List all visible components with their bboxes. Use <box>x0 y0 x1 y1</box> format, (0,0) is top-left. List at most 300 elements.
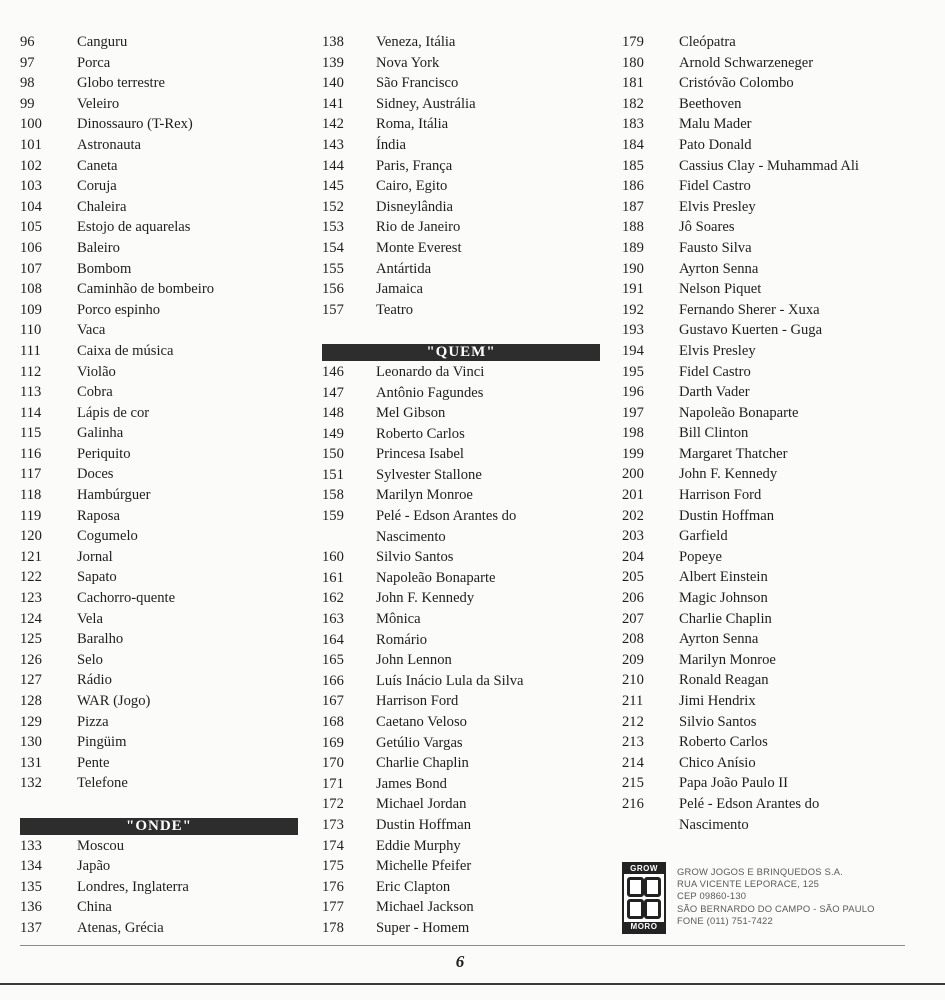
list-item <box>622 670 922 691</box>
item-label: Marilyn Monroe <box>679 651 776 668</box>
item-number: 203 <box>622 528 644 545</box>
list-item <box>322 856 600 877</box>
item-number: 110 <box>20 322 42 339</box>
item-label: Cleópatra <box>679 34 736 50</box>
item-number: 137 <box>20 919 42 936</box>
item-label: John F. Kennedy <box>679 466 778 483</box>
item-label: Harrison Ford <box>376 693 459 710</box>
item-label: Elvis Presley <box>679 342 756 359</box>
item-label: Napoleão Bonaparte <box>376 569 496 586</box>
footer-divider <box>20 945 905 946</box>
item-number: 152 <box>322 198 344 215</box>
list-item <box>20 567 298 588</box>
item-label: Eric Clapton <box>376 878 451 895</box>
list-item <box>622 629 922 650</box>
item-number: 117 <box>20 466 42 483</box>
item-number: 213 <box>622 734 644 751</box>
item-label: Estojo de aquarelas <box>77 219 191 236</box>
item-label: Darth Vader <box>679 384 750 401</box>
list-item <box>622 382 922 403</box>
list-item <box>322 691 600 712</box>
list-item <box>20 918 298 939</box>
list-item <box>20 217 298 238</box>
list-item <box>20 506 298 527</box>
item-number: 180 <box>622 54 644 71</box>
list-item <box>20 485 298 506</box>
item-number: 114 <box>20 404 42 421</box>
list-item <box>322 259 600 280</box>
list-item <box>322 156 600 177</box>
item-number: 209 <box>622 651 644 668</box>
item-label: Albert Einstein <box>679 569 768 586</box>
item-label: Lápis de cor <box>77 404 150 421</box>
item-number: 145 <box>322 178 344 195</box>
item-label: Michelle Pfeifer <box>376 858 472 875</box>
item-number: 97 <box>20 54 35 71</box>
list-item <box>622 423 922 444</box>
item-number: 206 <box>622 590 644 607</box>
list-item <box>622 279 922 300</box>
item-label: Napoleão Bonaparte <box>679 404 799 421</box>
list-item <box>20 300 298 321</box>
item-label: Sylvester Stallone <box>376 466 482 483</box>
item-label: Popeye <box>679 548 722 565</box>
item-label: Antônio Fagundes <box>376 384 484 401</box>
list-item <box>622 753 922 774</box>
item-number: 212 <box>622 713 644 730</box>
item-label: Leonardo da Vinci <box>376 363 485 380</box>
item-number: 150 <box>322 446 344 463</box>
item-number: 125 <box>20 631 42 648</box>
item-number: 164 <box>322 631 344 648</box>
logo-bottom-text: MORO <box>624 922 664 932</box>
list-item <box>20 403 298 424</box>
item-label: Ayrton Senna <box>679 260 759 277</box>
address-line: RUA VICENTE LEPORACE, 125 <box>677 878 820 890</box>
item-number: 130 <box>20 734 42 751</box>
item-number: 107 <box>20 260 42 277</box>
list-item <box>322 403 600 424</box>
section-header: "ONDE" <box>20 818 298 835</box>
item-label: Arnold Schwarzeneger <box>679 54 814 71</box>
item-label: Rádio <box>77 672 112 689</box>
item-number: 134 <box>20 858 42 875</box>
item-number: 200 <box>622 466 644 483</box>
list-item <box>622 773 922 794</box>
item-number: 216 <box>622 795 644 812</box>
item-label: Porca <box>77 54 111 71</box>
item-label: Mel Gibson <box>376 405 446 422</box>
item-label: Veneza, Itália <box>376 34 456 50</box>
item-number: 127 <box>20 672 42 689</box>
item-label: Roma, Itália <box>376 116 449 133</box>
item-number: 99 <box>20 95 35 112</box>
item-number: 176 <box>322 878 344 895</box>
list-item <box>322 671 600 692</box>
item-label: Caixa de música <box>77 342 174 359</box>
item-label: Cobra <box>77 384 113 401</box>
list-item <box>322 630 600 651</box>
item-number: 148 <box>322 405 344 422</box>
item-label: Beethoven <box>679 95 742 112</box>
item-number: 155 <box>322 260 344 277</box>
item-label: Super - Homem <box>376 919 470 936</box>
item-number: 196 <box>622 384 644 401</box>
item-label: Silvio Santos <box>679 713 757 730</box>
item-label: Silvio Santos <box>376 549 454 566</box>
item-number: 151 <box>322 466 344 483</box>
item-label: Pente <box>77 754 110 771</box>
list-item <box>622 650 922 671</box>
list-item <box>622 341 922 362</box>
list-item <box>322 383 600 404</box>
item-number: 178 <box>322 919 344 936</box>
column-1 <box>20 32 298 939</box>
item-number <box>322 527 376 548</box>
list-item <box>322 506 600 527</box>
list-item <box>622 526 922 547</box>
item-number: 154 <box>322 239 344 256</box>
list-item <box>622 135 922 156</box>
list-item <box>622 485 922 506</box>
item-number: 119 <box>20 507 42 524</box>
list-item <box>622 609 922 630</box>
item-number: 214 <box>622 754 644 771</box>
list-item <box>622 197 922 218</box>
section-gap <box>322 320 600 341</box>
item-label: Eddie Murphy <box>376 837 461 854</box>
item-number: 113 <box>20 384 42 401</box>
list-item <box>622 403 922 424</box>
item-number: 118 <box>20 487 42 504</box>
item-label: Jimi Hendrix <box>679 693 756 709</box>
item-number: 128 <box>20 693 42 709</box>
item-label: Canguru <box>77 34 128 50</box>
item-label: Nascimento <box>376 528 446 545</box>
item-label: Cogumelo <box>77 528 138 545</box>
item-label: Disneylândia <box>376 198 454 215</box>
item-label: Roberto Carlos <box>679 734 768 751</box>
item-label: Chaleira <box>77 198 127 215</box>
item-number: 146 <box>322 363 344 380</box>
item-label: Pelé - Edson Arantes do <box>376 508 517 525</box>
item-label: Elvis Presley <box>679 198 756 215</box>
item-number: 184 <box>622 136 644 153</box>
item-label: Fidel Castro <box>679 178 751 195</box>
list-item <box>622 300 922 321</box>
list-item <box>322 918 600 939</box>
company-info <box>622 862 922 937</box>
item-label: Nova York <box>376 54 440 71</box>
item-label: Roberto Carlos <box>376 425 465 442</box>
list-item <box>20 197 298 218</box>
item-number: 165 <box>322 652 344 669</box>
list-item <box>20 773 298 794</box>
item-label: Cristóvão Colombo <box>679 75 794 92</box>
item-label: Getúlio Vargas <box>376 734 463 751</box>
item-label: Coruja <box>77 178 117 195</box>
list-item <box>622 732 922 753</box>
item-label: Violão <box>77 363 116 380</box>
item-number: 156 <box>322 281 344 298</box>
list-item <box>322 733 600 754</box>
list-item <box>20 464 298 485</box>
item-label: China <box>77 899 112 916</box>
item-label: Ronald Reagan <box>679 672 769 689</box>
item-label: Caneta <box>77 157 118 174</box>
list-item <box>20 650 298 671</box>
list-item <box>322 794 600 815</box>
list-item <box>622 32 922 53</box>
item-label: Monte Everest <box>376 239 462 256</box>
item-number: 103 <box>20 178 42 195</box>
item-number: 207 <box>622 610 644 627</box>
item-label: Malu Mader <box>679 116 752 133</box>
item-number: 105 <box>20 219 42 236</box>
item-number: 141 <box>322 95 344 112</box>
item-number: 108 <box>20 281 42 298</box>
list-item <box>622 238 922 259</box>
list-item <box>622 114 922 135</box>
item-number: 183 <box>622 116 644 133</box>
item-number: 135 <box>20 878 42 895</box>
item-number: 190 <box>622 260 644 277</box>
list-item <box>622 691 922 712</box>
item-label: Papa João Paulo II <box>679 775 789 792</box>
item-number: 175 <box>322 858 344 875</box>
logo-top-text: GROW <box>624 864 664 874</box>
item-label: Caminhão de bombeiro <box>77 281 214 298</box>
list-item <box>20 588 298 609</box>
item-label: Michael Jordan <box>376 796 467 813</box>
item-label: Fausto Silva <box>679 239 752 256</box>
item-label: Nelson Piquet <box>679 281 762 298</box>
list-item <box>322 547 600 568</box>
bottom-border <box>0 983 945 985</box>
list-item <box>20 836 298 857</box>
item-number: 123 <box>20 590 42 607</box>
item-label: Caetano Veloso <box>376 714 467 730</box>
item-number: 199 <box>622 445 644 462</box>
list-item <box>20 609 298 630</box>
list-item <box>322 836 600 857</box>
list-item <box>622 53 922 74</box>
item-label: Rio de Janeiro <box>376 219 461 236</box>
list-item <box>20 732 298 753</box>
item-label: Globo terrestre <box>77 75 165 92</box>
item-number: 129 <box>20 713 42 730</box>
item-number: 157 <box>322 301 344 318</box>
item-number: 98 <box>20 75 35 92</box>
list-item <box>622 362 922 383</box>
item-number: 185 <box>622 157 644 174</box>
item-number: 177 <box>322 899 344 916</box>
item-label: Margaret Thatcher <box>679 445 788 462</box>
list-item <box>322 774 600 795</box>
item-number: 181 <box>622 75 644 92</box>
item-number: 153 <box>322 219 344 236</box>
item-label: Atenas, Grécia <box>77 919 164 936</box>
list-item <box>322 176 600 197</box>
list-item <box>322 217 600 238</box>
list-item <box>20 176 298 197</box>
item-label: Harrison Ford <box>679 487 762 504</box>
item-label: Jornal <box>77 548 113 565</box>
item-label: Periquito <box>77 445 131 462</box>
item-label: Charlie Chaplin <box>679 610 772 627</box>
item-label: Jamaica <box>376 281 423 298</box>
list-item <box>622 444 922 465</box>
list-item <box>322 444 600 465</box>
item-label: Doces <box>77 466 114 483</box>
item-label: Moscou <box>77 837 125 854</box>
item-label: Pizza <box>77 713 109 730</box>
item-number: 173 <box>322 816 344 833</box>
item-number: 171 <box>322 775 344 792</box>
list-item <box>20 94 298 115</box>
item-number: 133 <box>20 837 42 854</box>
item-label: Princesa Isabel <box>376 446 464 463</box>
list-item <box>322 135 600 156</box>
item-label: Romário <box>376 631 428 648</box>
list-item <box>20 279 298 300</box>
item-number: 215 <box>622 775 644 792</box>
list-item <box>20 135 298 156</box>
list-item <box>322 32 600 53</box>
list-item <box>322 94 600 115</box>
item-number: 132 <box>20 775 42 792</box>
list-item <box>20 877 298 898</box>
item-label: Pingüim <box>77 734 127 751</box>
item-number: 169 <box>322 734 344 751</box>
list-item <box>20 897 298 918</box>
list-item <box>622 506 922 527</box>
item-label: Dinossauro (T-Rex) <box>77 116 193 133</box>
list-item <box>322 897 600 918</box>
item-number: 163 <box>322 611 344 628</box>
list-item <box>622 73 922 94</box>
address-line: FONE (011) 751-7422 <box>677 914 773 926</box>
list-item <box>622 567 922 588</box>
section-gap <box>20 794 298 815</box>
list-item <box>20 114 298 135</box>
list-item <box>622 217 922 238</box>
item-label: Dustin Hoffman <box>679 507 774 524</box>
list-item <box>622 794 922 815</box>
item-number: 126 <box>20 651 42 668</box>
item-number: 101 <box>20 136 42 153</box>
list-item <box>622 464 922 485</box>
item-label: Antártida <box>376 260 432 277</box>
item-number: 111 <box>20 342 41 359</box>
item-label: Hambúrguer <box>77 487 151 504</box>
item-label: Teatro <box>376 301 414 318</box>
item-label: Cairo, Egito <box>376 178 448 195</box>
item-number: 191 <box>622 281 644 298</box>
item-label: Pato Donald <box>679 136 752 153</box>
item-number: 201 <box>622 487 644 504</box>
item-number: 124 <box>20 610 42 627</box>
list-item <box>622 156 922 177</box>
item-number: 195 <box>622 363 644 380</box>
item-number: 170 <box>322 755 344 772</box>
item-label: Gustavo Kuerten - Guga <box>679 322 823 339</box>
page-number: 6 <box>455 952 465 971</box>
item-label: Fidel Castro <box>679 363 751 380</box>
item-number: 208 <box>622 631 644 648</box>
item-number: 172 <box>322 796 344 813</box>
item-label: Luís Inácio Lula da Silva <box>376 672 524 689</box>
item-label: Baralho <box>77 631 124 648</box>
list-item <box>322 527 600 548</box>
item-number: 96 <box>20 34 35 50</box>
item-label: Bill Clinton <box>679 425 749 442</box>
item-label: Cachorro-quente <box>77 590 176 607</box>
item-number: 167 <box>322 693 344 710</box>
item-number: 193 <box>622 322 644 339</box>
grow-logo <box>622 862 666 934</box>
item-number: 194 <box>622 342 644 359</box>
item-number: 159 <box>322 508 344 525</box>
item-label: Sapato <box>77 569 117 586</box>
item-number: 166 <box>322 672 344 689</box>
list-item <box>20 691 298 712</box>
item-label: WAR (Jogo) <box>77 693 151 709</box>
item-label: Baleiro <box>77 239 120 256</box>
item-number: 109 <box>20 301 42 318</box>
list-item <box>322 465 600 486</box>
item-number: 186 <box>622 178 644 195</box>
item-number: 149 <box>322 425 344 442</box>
item-number: 122 <box>20 569 42 586</box>
list-item <box>20 856 298 877</box>
item-number: 112 <box>20 363 42 380</box>
item-label: Marilyn Monroe <box>376 487 473 504</box>
item-number: 121 <box>20 548 42 565</box>
item-number: 147 <box>322 384 344 401</box>
section-header: "QUEM" <box>322 344 600 361</box>
list-item <box>322 815 600 836</box>
item-label: Jô Soares <box>679 219 735 236</box>
list-item <box>622 588 922 609</box>
list-item <box>322 362 600 383</box>
item-number: 139 <box>322 54 344 71</box>
item-number: 140 <box>322 75 344 92</box>
item-number: 136 <box>20 899 42 916</box>
list-item <box>322 568 600 589</box>
list-item <box>322 53 600 74</box>
column-3 <box>622 32 922 835</box>
list-item <box>322 712 600 733</box>
item-label: James Bond <box>376 775 447 792</box>
item-number: 158 <box>322 487 344 504</box>
item-number: 179 <box>622 34 644 50</box>
list-item <box>622 815 922 836</box>
item-label: John F. Kennedy <box>376 590 475 607</box>
item-number: 104 <box>20 198 42 215</box>
list-item <box>322 300 600 321</box>
item-label: Selo <box>77 651 103 668</box>
item-number: 188 <box>622 219 644 236</box>
address-line: CEP 09860-130 <box>677 890 747 902</box>
item-number: 168 <box>322 714 344 730</box>
list-item <box>322 424 600 445</box>
item-number: 187 <box>622 198 644 215</box>
list-item <box>322 753 600 774</box>
item-label: Cassius Clay - Muhammad Ali <box>679 157 859 174</box>
list-item <box>20 444 298 465</box>
item-number: 192 <box>622 301 644 318</box>
